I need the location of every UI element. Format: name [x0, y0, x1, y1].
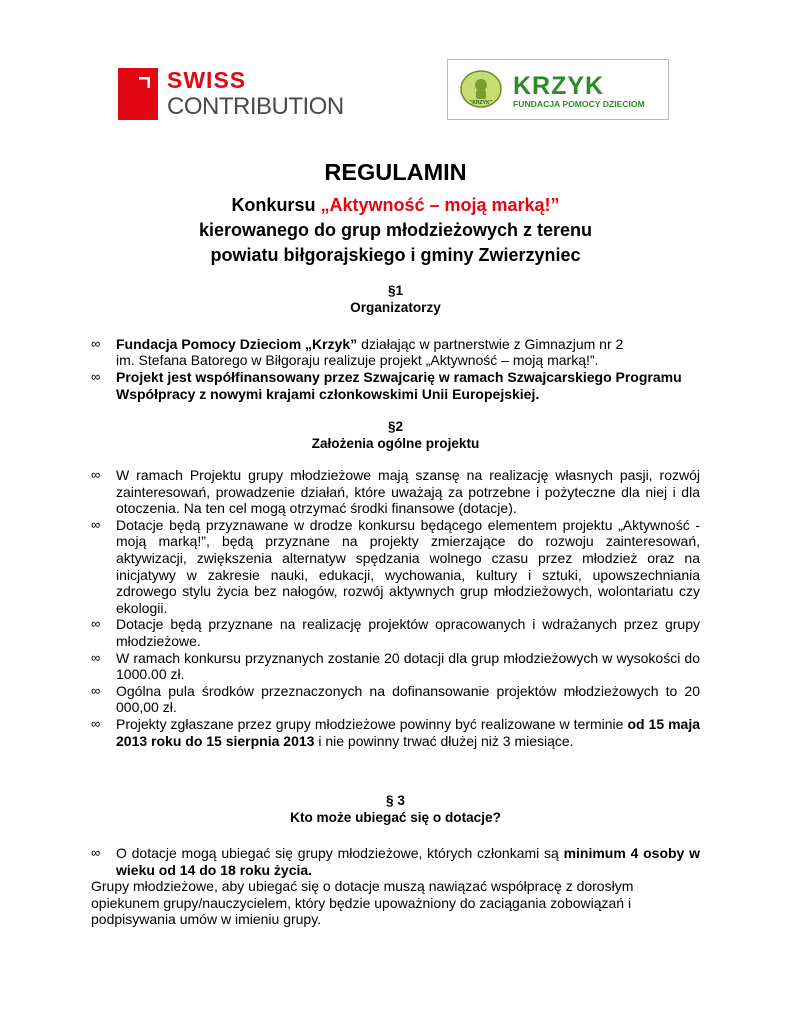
- eligibility-criteria: minimum 4 osoby w wieku od 14 do 18 roku życia.: [116, 845, 700, 878]
- list-item-text: Projekty zgłaszane przez grupy młodzieżowe powinny być realizowane w terminie: [116, 715, 628, 732]
- list-item: [91, 650, 700, 683]
- krzyk-logo-subtitle: FUNDACJA POMOCY DZIECIOM: [513, 99, 645, 109]
- section2-list: [91, 467, 700, 749]
- organizer-text: działając w partnerstwie z Gimnazjum nr 2: [357, 336, 624, 352]
- section3-number: § 3: [386, 793, 405, 808]
- list-item-text: W ramach Projektu grupy młodzieżowe mają szansę na realizację własnych pasji, rozwój zainteresowań, prowadzenie działań, które uważają za potrzebne i pożyteczne dla niej i dla otoczenia. Na ten cel mogą otrzymać środki finansowe (dotacje).: [116, 467, 700, 517]
- bullet-icon: ∞: [91, 336, 101, 351]
- document-title: REGULAMIN: [324, 159, 467, 185]
- section1-list: [91, 336, 700, 353]
- swiss-logo-text-line2: CONTRIBUTION: [167, 93, 344, 120]
- bullet-icon: ∞: [91, 845, 101, 860]
- list-item: [91, 336, 700, 353]
- krzyk-badge-text: "KRZYK": [470, 100, 492, 106]
- list-item: [91, 467, 700, 517]
- section2-heading: Założenia ogólne projektu: [311, 436, 480, 451]
- list-item: [91, 716, 700, 749]
- swiss-logo-text-line1: SWISS: [167, 67, 247, 93]
- subtitle-line2: kierowanego do grup młodzieżowych z terenu: [198, 220, 593, 240]
- list-item: [91, 616, 700, 649]
- bullet-icon: ∞: [91, 682, 101, 698]
- guardian-paragraph: Grupy młodzieżowe, aby ubiegać się o dotacje muszą nawiązać współpracę z dorosłym opiekunem grupy/nauczycielem, który będzie upoważniony do zaciągania zobowiązań i podpisywania umów w imieniu grupy.: [91, 878, 634, 928]
- krzyk-badge-icon: [449, 60, 509, 119]
- list-item-text: Dotacje będą przyznane na realizację projektów opracowanych i wdrażanych przez grupy młodzieżowe.: [116, 616, 700, 649]
- subtitle-line1: [0, 194, 791, 216]
- bullet-icon: ∞: [91, 649, 101, 665]
- section3-list: [91, 845, 700, 928]
- section1-number: §1: [387, 283, 404, 298]
- list-item-text: Dotacje będą przyznawane w drodze konkursu będącego elementem projektu „Aktywność - moją marką!”, będą przyznane na projekty zmierzające do rozwoju zainteresowań, aktywizacji, zwiększenia alternatyw spędzania wolnego czasu przez młodzież oraz na inicjatywy w zakresie nauki, edukacji, wychowania, kultury i sztuki, upowszechniania zdrowego stylu życia bez nałogów, rozwój aktywnych grup młodzieżowych, wolontariatu czy ekologii.: [116, 516, 700, 616]
- contest-name: „Aktywność – moją marką!”: [320, 195, 560, 215]
- section1-list-2: [91, 369, 700, 402]
- subtitle-prefix: Konkursu: [231, 195, 321, 215]
- organizer-text-line2: im. Stefana Batorego w Biłgoraju realizuje projekt „Aktywność – moją marką!”.: [116, 352, 599, 368]
- bullet-icon: ∞: [91, 467, 101, 482]
- list-item-text: Ogólna pula środków przeznaczonych na dofinansowanie projektów młodzieżowych to 20 000,00 zł.: [116, 682, 700, 716]
- list-item-text: i nie powinny trwać dłużej niż 3 miesiące.: [314, 732, 574, 749]
- list-item: [91, 683, 700, 716]
- section3-heading: Kto może ubiegać się o dotacje?: [290, 810, 501, 825]
- subtitle-line3: powiatu biłgorajskiego i gminy Zwierzyniec: [210, 245, 581, 265]
- krzyk-logo-name: KRZYK: [513, 72, 605, 100]
- organizer-name: Fundacja Pomocy Dzieciom „Krzyk”: [116, 336, 358, 352]
- bullet-icon: ∞: [91, 369, 101, 384]
- bullet-icon: ∞: [91, 616, 101, 632]
- section1-heading: Organizatorzy: [350, 300, 441, 315]
- list-item: [91, 517, 700, 617]
- bullet-icon: ∞: [91, 516, 101, 532]
- project-period: od 15 maja 2013 roku do 15 sierpnia 2013: [116, 715, 700, 749]
- cofinancing-text: Projekt jest współfinansowany przez Szwajcarię w ramach Szwajcarskiego Programu Współpracy z nowymi krajami członkowskimi Unii Europejskiej.: [116, 369, 682, 402]
- bullet-icon: ∞: [91, 715, 101, 731]
- swiss-logo-mark-icon: [118, 68, 158, 120]
- list-item: [91, 369, 700, 402]
- list-item-text: W ramach konkursu przyznanych zostanie 20 dotacji dla grup młodzieżowych w wysokości do 1000.00 zł.: [116, 649, 700, 683]
- list-item-text: O dotacje mogą ubiegać się grupy młodzieżowe, których członkami są: [116, 845, 564, 861]
- section2-number: §2: [387, 419, 404, 434]
- list-item: [91, 845, 700, 878]
